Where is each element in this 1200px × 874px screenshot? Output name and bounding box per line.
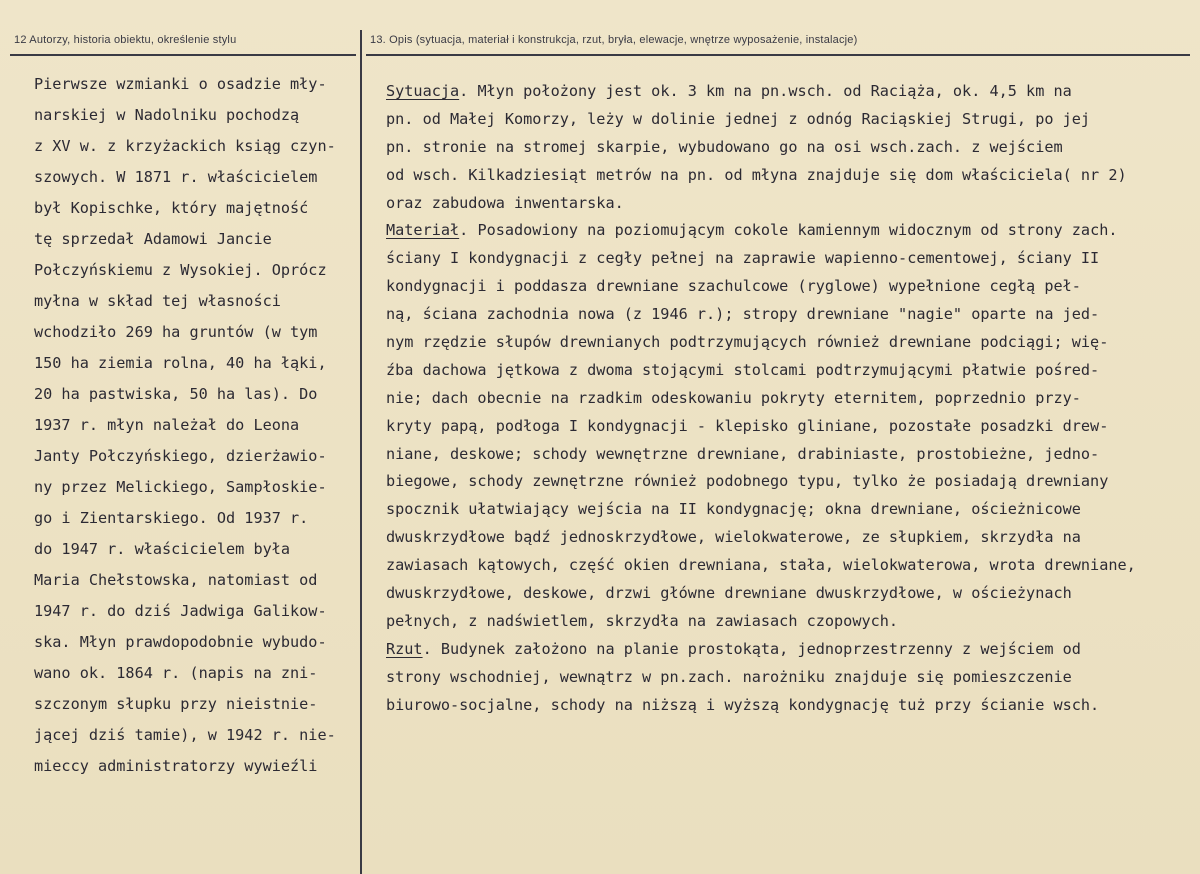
description-line-text: . Młyn położony jest ok. 3 km na pn.wsch. od Raciąża, ok. 4,5 km na <box>459 82 1072 100</box>
history-line: mieccy administratorzy wywieźli <box>34 757 318 775</box>
description-line <box>386 413 1136 441</box>
description-line-text: pn. od Małej Komorzy, leży w dolinie jednej z odnóg Raciąskiej Strugi, po jej <box>386 109 1091 128</box>
history-line: był Kopischke, który majętność <box>34 199 309 217</box>
history-line: z XV w. z krzyżackich ksiąg czyn- <box>34 137 336 155</box>
description-line <box>386 190 1136 218</box>
history-line: wano ok. 1864 r. (napis na zni- <box>34 664 318 682</box>
description-line <box>386 636 1136 664</box>
description-line <box>386 217 1136 245</box>
description-line-text: niane, deskowe; schody wewnętrzne drewniane, drabiniaste, prostobieżne, jedno- <box>386 444 1100 463</box>
description-line-text: kondygnacji i poddasza drewniane szachulcowe (ryglowe) wypełnione cegłą peł- <box>386 277 1081 296</box>
description-line <box>386 106 1136 134</box>
description-line <box>386 664 1136 692</box>
description-line <box>386 329 1136 357</box>
description-line-text: ściany I kondygnacji z cegły pełnej na zaprawie wapienno-cementowej, ściany II <box>386 249 1100 268</box>
description-line-text: strony wschodniej, wewnątrz w pn.zach. narożniku znajduje się pomieszczenie <box>386 667 1072 686</box>
description-line-text: spocznik ułatwiający wejścia na II kondygnację; okna drewniane, ościeżnicowe <box>386 500 1081 519</box>
description-line <box>386 301 1136 329</box>
description-line-text: zawiasach kątowych, część okien drewniana, stała, wielokwaterowa, wrota drewniane, <box>386 556 1136 575</box>
description-line-text: oraz zabudowa inwentarska. <box>386 193 624 212</box>
history-line: tę sprzedał Adamowi Jancie <box>34 230 272 248</box>
description-line-text: kryty papą, podłoga I kondygnacji - klepisko gliniane, pozostałe posadzki drew- <box>386 416 1109 435</box>
description-line-text: nym rzędzie słupów drewnianych podtrzymujących również drewniane podciągi; wię- <box>386 333 1109 352</box>
description-line <box>386 496 1136 524</box>
history-line: jącej dziś tamie), w 1942 r. nie- <box>34 726 336 744</box>
history-line: Janty Połczyńskiego, dzierżawio- <box>34 447 327 465</box>
description-text <box>386 78 1136 719</box>
description-line <box>386 580 1136 608</box>
description-line <box>386 245 1136 273</box>
section-heading: Rzut <box>386 639 423 658</box>
description-line-text: dwuskrzydłowe bądź jednoskrzydłowe, wielokwaterowe, ze słupkiem, skrzydła na <box>386 528 1081 547</box>
history-line: 20 ha pastwiska, 50 ha las). Do <box>34 385 318 403</box>
header-rule-left <box>10 54 356 56</box>
section-13-header: 13. Opis (sytuacja, materiał i konstrukcja, rzut, bryła, elewacje, wnętrze wyposażenie, instalacje) <box>370 34 858 46</box>
description-line-text: od wsch. Kilkadziesiąt metrów na pn. od młyna znajduje się dom właściciela( nr 2) <box>386 165 1127 184</box>
description-line <box>386 273 1136 301</box>
history-line: 150 ha ziemia rolna, 40 ha łąki, <box>34 354 327 372</box>
section-heading: Sytuacja <box>386 82 460 100</box>
description-line <box>386 385 1136 413</box>
description-line <box>386 552 1136 580</box>
history-line: ska. Młyn prawdopodobnie wybudo- <box>34 633 327 651</box>
section-heading: Materiał <box>386 221 460 240</box>
header-rule-right <box>366 54 1190 56</box>
description-line-text: pełnych, z nadświetlem, skrzydła na zawiasach czopowych. <box>386 611 899 630</box>
description-line <box>386 441 1136 469</box>
history-line: szczonym słupku przy nieistnie- <box>34 695 318 713</box>
description-line <box>386 78 1136 106</box>
description-line <box>386 468 1136 496</box>
history-line: do 1947 r. właścicielem była <box>34 540 291 558</box>
description-line-text: biurowo-socjalne, schody na niższą i wyższą kondygnację tuż przy ścianie wsch. <box>386 695 1100 714</box>
history-line: szowych. W 1871 r. właścicielem <box>34 168 318 186</box>
history-line: Pierwsze wzmianki o osadzie mły- <box>34 75 327 93</box>
history-line: narskiej w Nadolniku pochodzą <box>34 106 300 124</box>
description-line-text: . Budynek założono na planie prostokąta, jednoprzestrzenny z wejściem od <box>422 639 1081 658</box>
history-text <box>34 69 336 782</box>
description-line-text: . Posadowiony na poziomującym cokole kamiennym widocznym od strony zach. <box>459 221 1118 240</box>
history-line: 1947 r. do dziś Jadwiga Galikow- <box>34 602 327 620</box>
description-line <box>386 692 1136 720</box>
description-line-text: ną, ściana zachodnia nowa (z 1946 r.); stropy drewniane "nagie" oparte na jed- <box>386 305 1100 324</box>
history-line: 1937 r. młyn należał do Leona <box>34 416 300 434</box>
history-line: go i Zientarskiego. Od 1937 r. <box>34 509 309 527</box>
description-line <box>386 524 1136 552</box>
description-line <box>386 608 1136 636</box>
description-line-text: źba dachowa jętkowa z dwoma stojącymi stolcami podtrzymującymi płatwie pośred- <box>386 360 1100 379</box>
description-line <box>386 162 1136 190</box>
description-line-text: nie; dach obecnie na rzadkim odeskowaniu pokryty eternitem, poprzednio przy- <box>386 388 1081 407</box>
history-line: Maria Chełstowska, natomiast od <box>34 571 318 589</box>
section-12-header: 12 Autorzy, historia obiektu, określenie stylu <box>14 34 237 46</box>
description-line-text: biegowe, schody zewnętrzne również podobnego typu, tylko że posiadają drewniany <box>386 472 1109 491</box>
history-line: myłna w skład tej własności <box>34 292 281 310</box>
description-line <box>386 134 1136 162</box>
history-line: ny przez Melickiego, Sampłoskie- <box>34 478 327 496</box>
description-line-text: dwuskrzydłowe, deskowe, drzwi główne drewniane dwuskrzydłowe, w ościeżynach <box>386 584 1072 603</box>
description-line-text: pn. stronie na stromej skarpie, wybudowano go na osi wsch.zach. z wejściem <box>386 137 1063 156</box>
history-line: wchodziło 269 ha gruntów (w tym <box>34 323 318 341</box>
column-divider <box>360 30 362 874</box>
description-line <box>386 357 1136 385</box>
history-line: Połczyńskiemu z Wysokiej. Oprócz <box>34 261 327 279</box>
